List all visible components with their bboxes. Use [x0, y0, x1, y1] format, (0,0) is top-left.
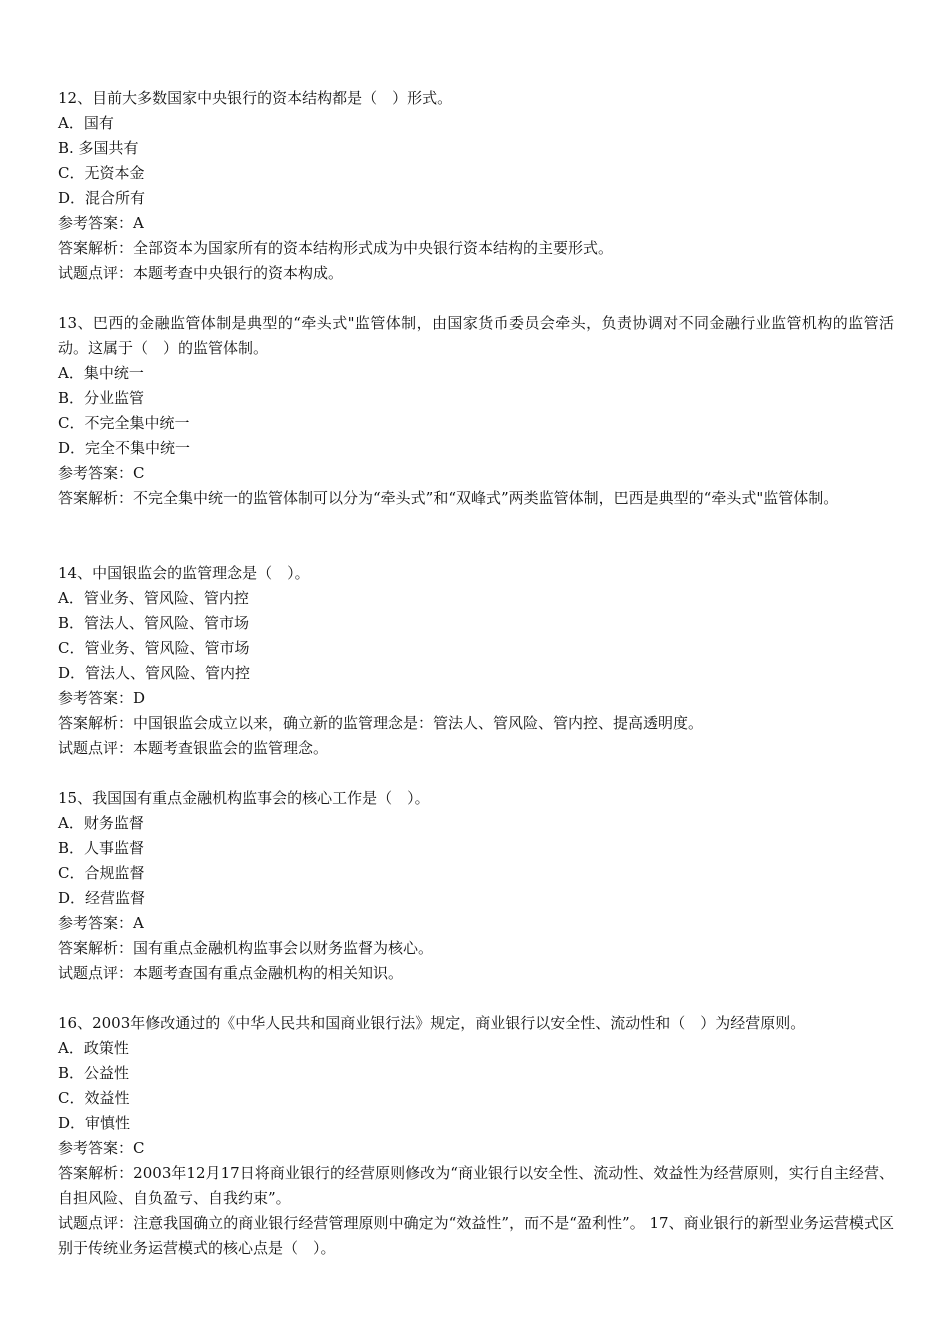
option-b: B．公益性	[58, 1064, 130, 1082]
question-comment: 试题点评：本题考查中央银行的资本构成。	[58, 264, 344, 282]
spacer	[58, 761, 894, 786]
question-stem: 13、巴西的金融监管体制是典型的“牵头式"监管体制，由国家货币委员会牵头，负责协调对不同金融行业监管机构的监管活动。这属于（ ）的监管体制。	[58, 314, 894, 357]
question-comment: 试题点评：注意我国确立的商业银行经营管理原则中确定为“效益性”，而不是“盈利性”。 17、商业银行的新型业务运营模式区别于传统业务运营模式的核心点是（ ）。	[58, 1214, 894, 1257]
answer-analysis: 答案解析：全部资本为国家所有的资本结构形式成为中央银行资本结构的主要形式。	[58, 239, 614, 257]
question-comment: 试题点评：本题考查银监会的监管理念。	[58, 739, 329, 757]
option-c: C．合规监督	[58, 864, 145, 882]
question-comment: 试题点评：本题考查国有重点金融机构的相关知识。	[58, 964, 404, 982]
option-d: D．经营监督	[58, 889, 146, 907]
question-13	[58, 311, 894, 511]
option-d: D．管法人、管风险、管内控	[58, 664, 251, 682]
answer-analysis: 答案解析：2003年12月17日将商业银行的经营原则修改为“商业银行以安全性、流动性、效益性为经营原则，实行自主经营、自担风险、自负盈亏、自我约束”。	[58, 1164, 894, 1207]
spacer	[58, 511, 894, 561]
reference-answer: 参考答案：C	[58, 1139, 145, 1157]
option-d: D．审慎性	[58, 1114, 131, 1132]
answer-analysis: 答案解析：不完全集中统一的监管体制可以分为“牵头式”和“双峰式”两类监管体制，巴西是典型的“牵头式"监管体制。	[58, 489, 839, 507]
option-a: A．国有	[58, 114, 114, 132]
question-stem: 14、中国银监会的监管理念是（ ）。	[58, 564, 310, 582]
answer-analysis: 答案解析：国有重点金融机构监事会以财务监督为核心。	[58, 939, 434, 957]
option-a: A．集中统一	[58, 364, 144, 382]
document-page	[58, 86, 894, 1261]
answer-analysis: 答案解析：中国银监会成立以来，确立新的监管理念是：管法人、管风险、管内控、提高透明度。	[58, 714, 704, 732]
option-a: A．政策性	[58, 1039, 129, 1057]
question-stem: 16、2003年修改通过的《中华人民共和国商业银行法》规定，商业银行以安全性、流动性和（ ）为经营原则。	[58, 1014, 806, 1032]
question-16	[58, 1011, 894, 1261]
option-b: B．管法人、管风险、管市场	[58, 614, 250, 632]
reference-answer: 参考答案：A	[58, 214, 144, 232]
option-b: B. 多国共有	[58, 139, 139, 157]
option-d: D．完全不集中统一	[58, 439, 191, 457]
question-stem: 15、我国国有重点金融机构监事会的核心工作是（ ）。	[58, 789, 430, 807]
option-c: C．效益性	[58, 1089, 130, 1107]
option-b: B．分业监管	[58, 389, 145, 407]
option-d: D．混合所有	[58, 189, 146, 207]
question-15	[58, 786, 894, 986]
option-a: A．管业务、管风险、管内控	[58, 589, 249, 607]
option-c: C．不完全集中统一	[58, 414, 190, 432]
spacer	[58, 986, 894, 1011]
option-c: C．无资本金	[58, 164, 145, 182]
question-14	[58, 561, 894, 761]
question-stem: 12、目前大多数国家中央银行的资本结构都是（ ）形式。	[58, 89, 453, 107]
spacer	[58, 286, 894, 311]
reference-answer: 参考答案：A	[58, 914, 144, 932]
reference-answer: 参考答案：C	[58, 464, 145, 482]
option-c: C．管业务、管风险、管市场	[58, 639, 250, 657]
option-b: B．人事监督	[58, 839, 145, 857]
question-12	[58, 86, 894, 286]
option-a: A．财务监督	[58, 814, 144, 832]
reference-answer: 参考答案：D	[58, 689, 146, 707]
